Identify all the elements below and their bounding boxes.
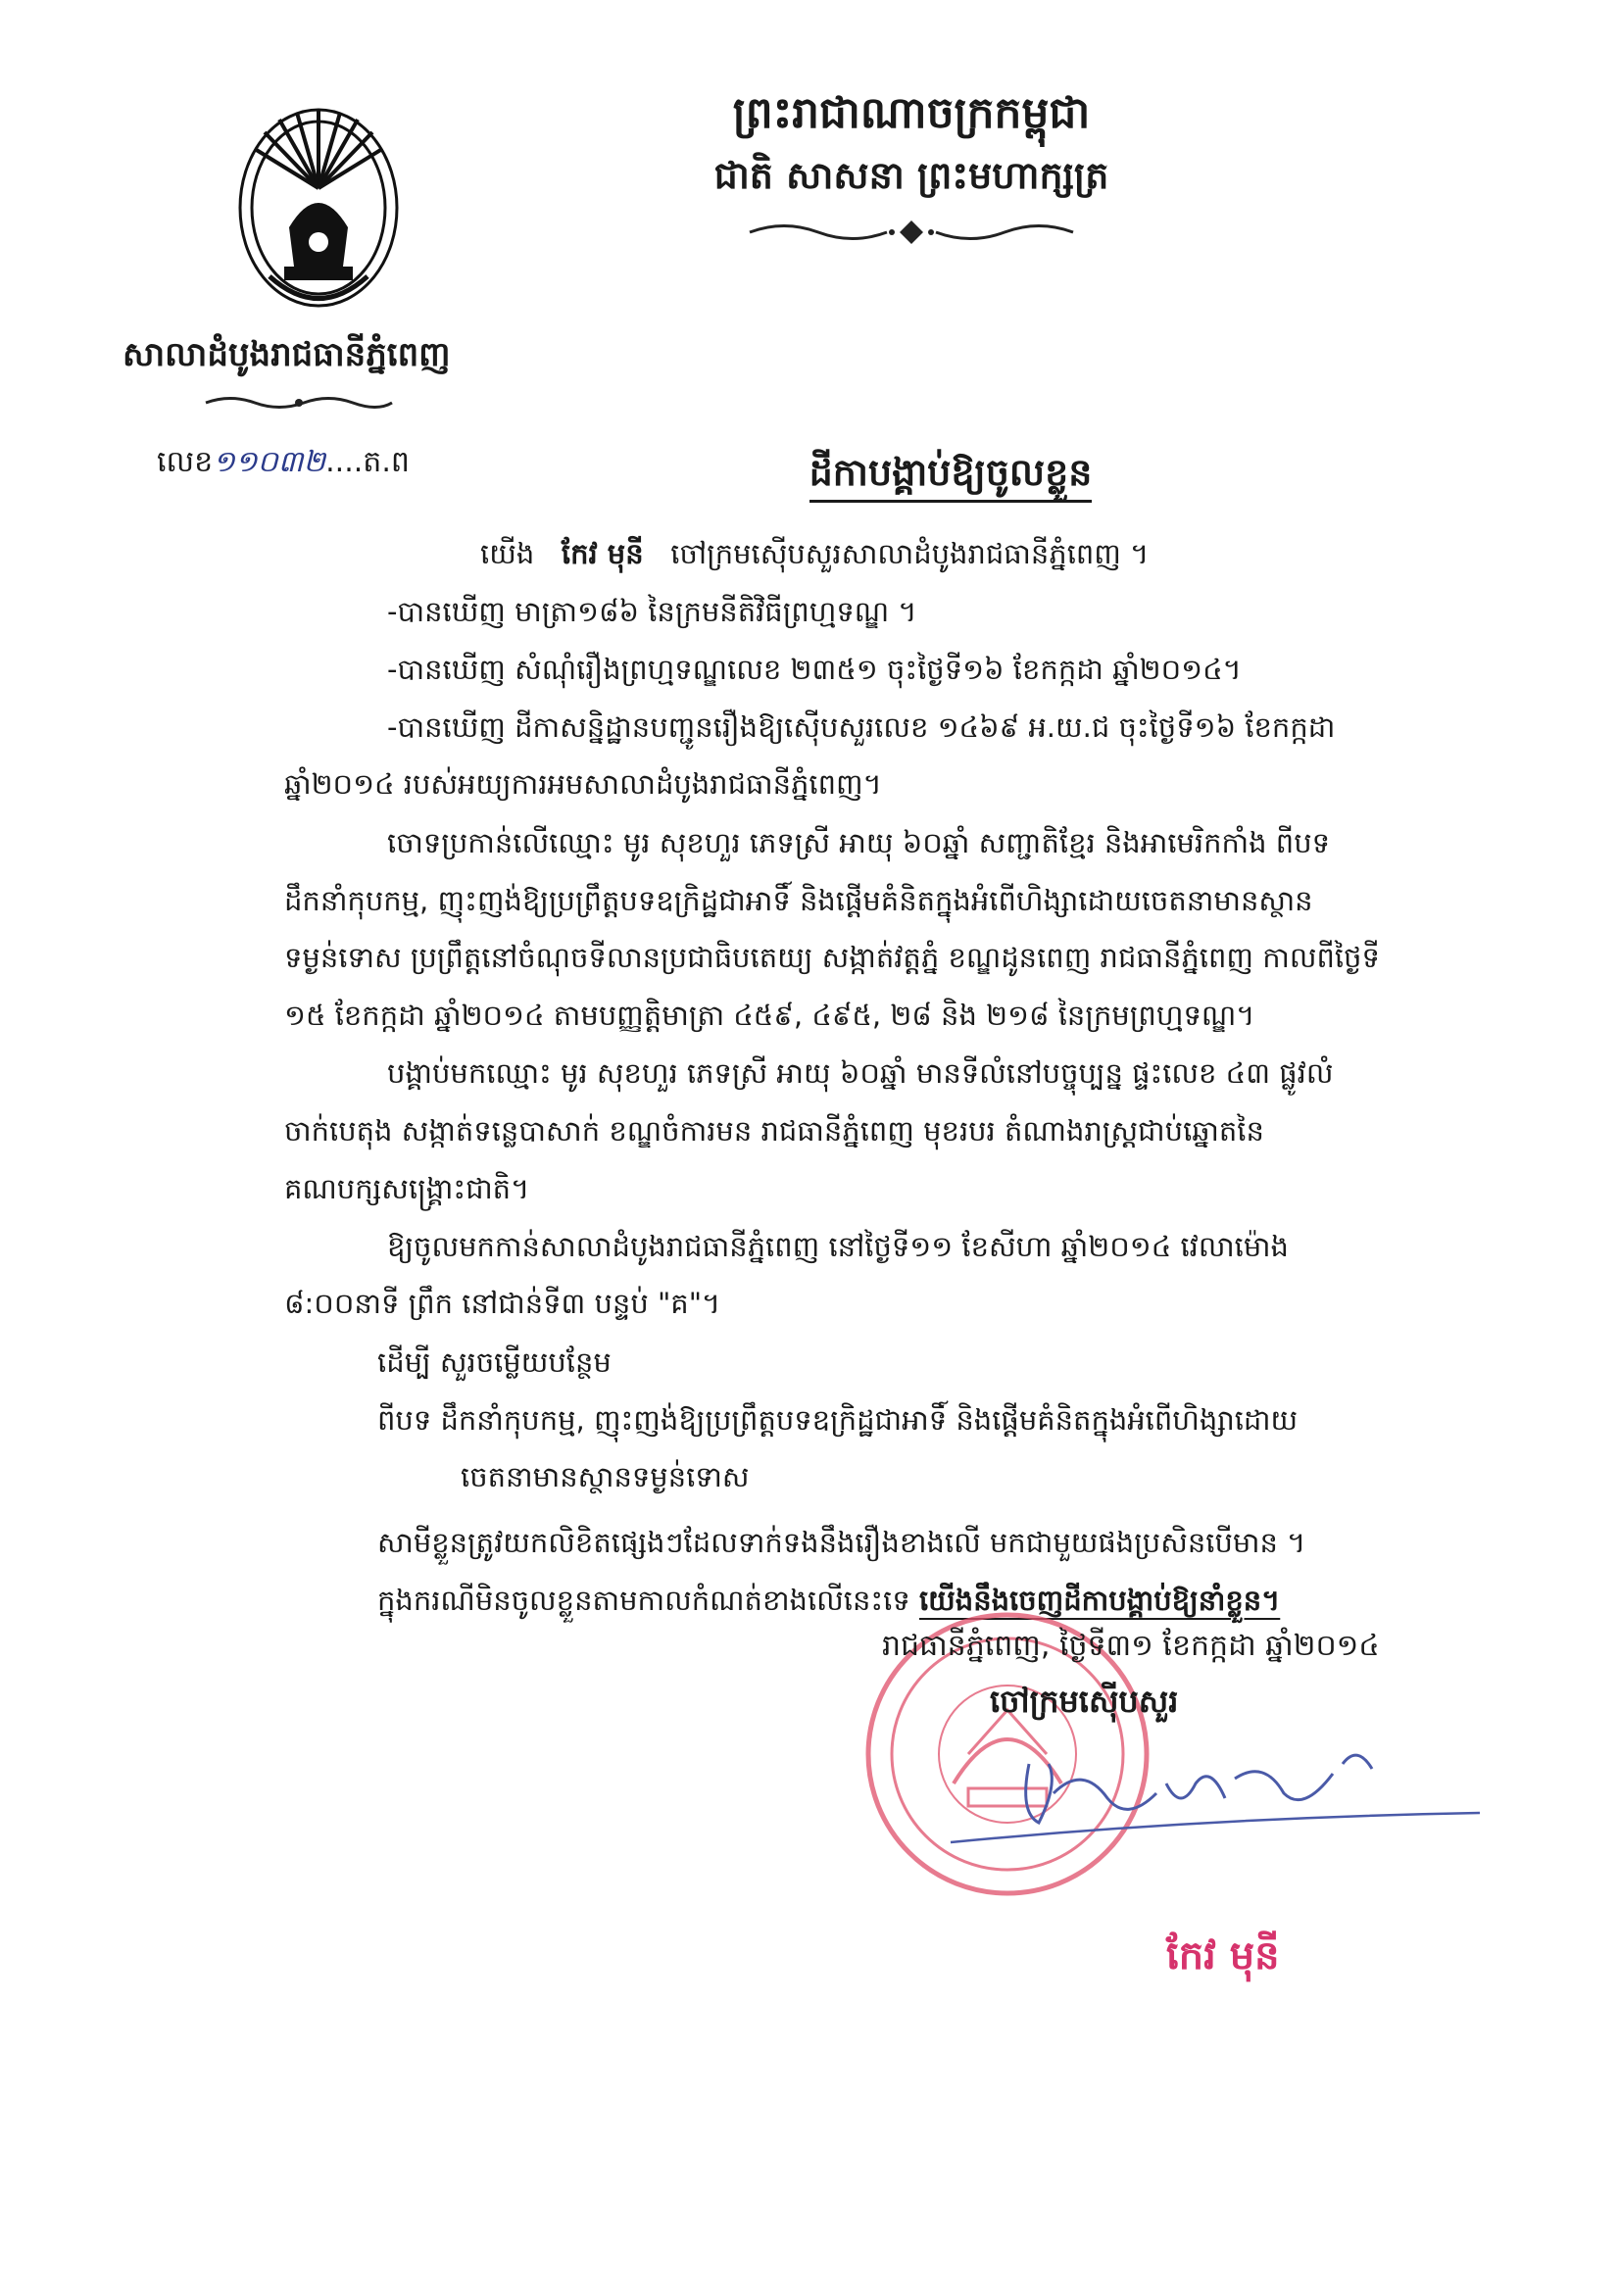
body-line: -បានឃើញ មាត្រា១៨៦ នៃក្រមនីតិវិធីព្រហ្មទណ្ឌ ។ [387, 595, 917, 628]
kingdom-heading: ព្រះរាជាណាចក្រកម្ពុជា [732, 88, 1091, 138]
document-title [686, 449, 1215, 504]
handwritten-signature-icon [911, 1725, 1519, 1881]
body-line: ៨:០០នាទី ព្រឹក នៅជាន់ទី៣ បន្ទប់ "គ"។ [284, 1287, 721, 1320]
reference-number: លេខ១១០៣២....ត.ព [157, 445, 410, 479]
body-line: ចេតនាមានស្ថានទម្ងន់ទោស [461, 1460, 750, 1493]
text-segment: ចៅក្រមស៊ើបសួរសាលាដំបូងរាជធានីភ្នំពេញ ។ [670, 537, 1150, 570]
ornament-divider-icon [201, 392, 397, 414]
ornament-divider-icon [745, 218, 1078, 247]
body-line: ចាក់បេតុង សង្កាត់ទន្លេបាសាក់ ខណ្ឌចំការមន រាជធានីភ្នំពេញ មុខរបរ តំណាងរាស្រ្តជាប់ឆ្នោតនៃ [284, 1114, 1264, 1148]
warning-text: យើងនឹងចេញដីកាបង្គាប់ឱ្យនាំខ្លួន។ [918, 1584, 1281, 1617]
signer-name: កែវ មុនី [1166, 1933, 1280, 1978]
body-line: -បានឃើញ សំណុំរឿងព្រហ្មទណ្ឌលេខ ២៣៥១ ចុះថ្ងៃទី១៦ ខែកក្កដា ឆ្នាំ២០១៤។ [387, 653, 1242, 686]
body-line: បង្គាប់មកឈ្មោះ មូរ សុខហួរ ភេទស្រី អាយុ ៦០ឆ្នាំ មានទីលំនៅបច្ចុប្បន្ន ផ្ទះលេខ ៤៣ ផ្លូវលំ [387, 1056, 1334, 1090]
body-line: ឆ្នាំ២០១៤ របស់អយ្យការអមសាលាដំបូងរាជធានីភ្នំពេញ។ [284, 767, 882, 801]
body-line: -បានឃើញ ដីកាសន្និដ្ឋានបញ្ជូនរឿងឱ្យស៊ើបសួរលេខ ១៤៦៩ អ.យ.ជ ចុះថ្ងៃទី១៦ ខែកក្កដា [387, 710, 1336, 744]
body-line: ឱ្យចូលមកកាន់សាលាដំបូងរាជធានីភ្នំពេញ នៅថ្ងៃទី១១ ខែសីហា ឆ្នាំ២០១៤ វេលាម៉ោង [387, 1230, 1289, 1263]
signer-title: ចៅក្រមស៊ើបសួរ [990, 1683, 1179, 1720]
reference-suffix: ត.ព [363, 445, 410, 479]
body-line: ទម្ងន់ទោស ប្រព្រឹត្តនៅចំណុចទីលានប្រជាធិបតេយ្យ សង្កាត់វត្តភ្នំ ខណ្ឌដូនពេញ រាជធានីភ្នំពេញ កាលពីថ្ងៃទី [284, 941, 1380, 974]
body-line [480, 537, 1149, 578]
national-motto: ជាតិ សាសនា ព្រះមហាក្សត្រ [713, 154, 1109, 197]
reference-value: ១១០៣២ [213, 445, 326, 479]
document-title-text: ដីកាបង្គាប់ឱ្យចូលខ្លួន [809, 451, 1093, 503]
body-line: ពីបទ ដឹកនាំកុបកម្ម, ញុះញង់ឱ្យប្រព្រឹត្តបទឧក្រិដ្ឋជាអាទិ៍ និងផ្តើមគំនិតក្នុងអំពើហិង្សាដោយ [377, 1403, 1299, 1437]
judge-name: កែវ មុនី [561, 537, 644, 570]
body-line: គណបក្សសង្គ្រោះជាតិ។ [284, 1172, 530, 1205]
court-name: សាលាដំបូងរាជធានីភ្នំពេញ [123, 335, 451, 374]
place-and-date: រាជធានីភ្នំពេញ, ថ្ងៃទី៣១ ខែកក្កដា ឆ្នាំ២០១៤ [882, 1629, 1380, 1663]
body-line: ចោទប្រកាន់លើឈ្មោះ មូរ សុខហួរ ភេទស្រី អាយុ ៦០ឆ្នាំ សញ្ជាតិខ្មែរ និងអាមេរិកកាំង ពីបទ [387, 826, 1331, 859]
court-emblem-icon [221, 80, 417, 330]
text-segment: យើង [480, 537, 535, 570]
reference-prefix: លេខ [157, 445, 214, 479]
body-line: ដឹកនាំកុបកម្ម, ញុះញង់ឱ្យប្រព្រឹត្តបទឧក្រិដ្ឋជាអាទិ៍ និងផ្តើមគំនិតក្នុងអំពើហិង្សាដោយចេតនាមានស្ថាន [284, 884, 1313, 917]
text-segment: ក្នុងករណីមិនចូលខ្លួនតាមកាលកំណត់ខាងលើនេះទេ [377, 1584, 910, 1617]
body-line: ដើម្បី សួរចម្លើយបន្ថែម [377, 1345, 612, 1379]
body-line: ១៥ ខែកក្កដា ឆ្នាំ២០១៤ តាមបញ្ញត្តិមាត្រា ៤៥៩, ៤៩៥, ២៨ និង ២១៨ នៃក្រមព្រហ្មទណ្ឌ។ [284, 999, 1255, 1032]
body-line: សាមីខ្លួនត្រូវយកលិខិតផ្សេងៗដែលទាក់ទងនឹងរឿងខាងលើ មកជាមួយផងប្រសិនបើមាន ។ [377, 1526, 1306, 1559]
